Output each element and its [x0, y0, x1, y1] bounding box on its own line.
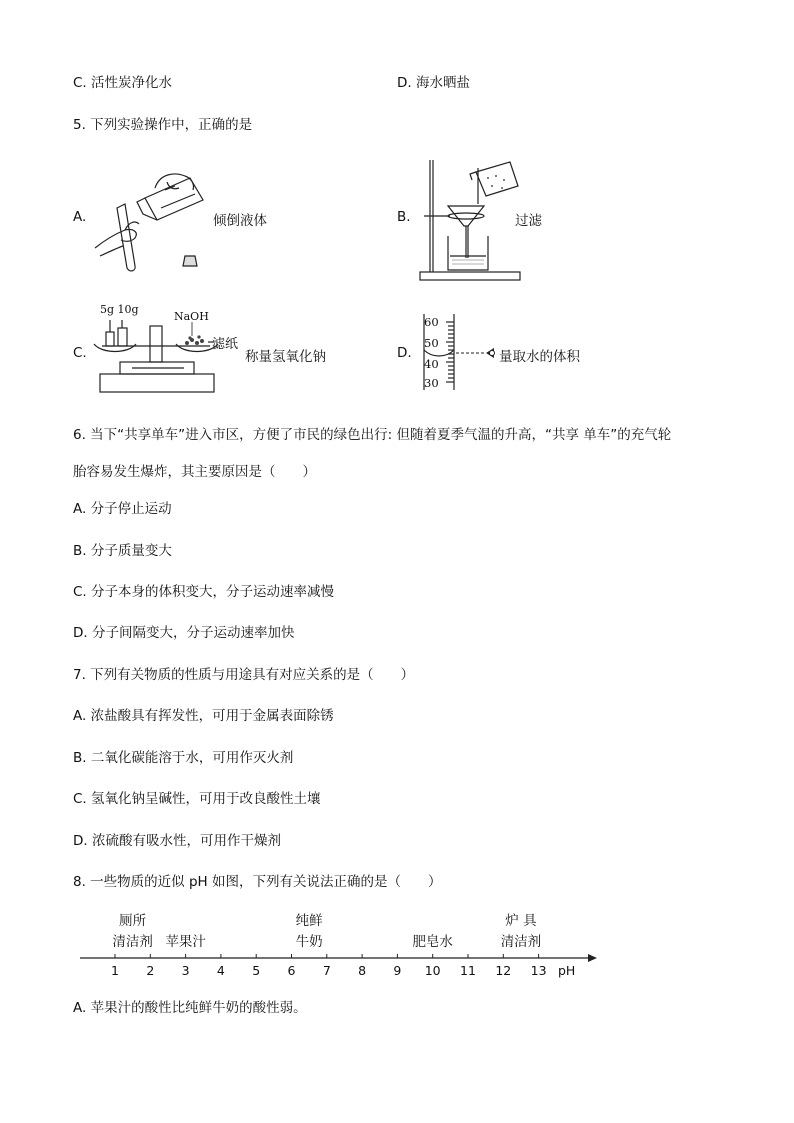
ph-tick-label-8: 8 — [358, 963, 367, 978]
q6-stem-line1: 6. 当下“共享单车”进入市区，方便了市民的绿色出行: 但随着夏季气温的升高，“共享 单车”的充气轮 — [73, 427, 672, 443]
q7-stem: 7. 下列有关物质的性质与用途具有对应关系的是（ ） — [73, 667, 415, 683]
q6-option-d: D. 分子间隔变大，分子运动速率加快 — [73, 625, 295, 641]
cylinder-tick-30: 30 — [424, 376, 439, 390]
ph-tick-label-12: 12 — [495, 963, 512, 978]
cylinder-tick-60: 60 — [424, 315, 439, 329]
ph-substance-label-top-4: 炉 具 — [505, 913, 537, 929]
ph-tick-label-2: 2 — [146, 963, 155, 978]
ph-tick-label-13: 13 — [530, 963, 547, 978]
q7-option-d: D. 浓硫酸有吸水性，可用作干燥剂 — [73, 833, 281, 849]
q5-stem: 5. 下列实验操作中，正确的是 — [73, 117, 253, 133]
q5-b-caption: 过滤 — [515, 213, 542, 229]
q6-stem-line2: 胎容易发生爆炸，其主要原因是（ ） — [73, 464, 316, 480]
ph-substance-label-top-0: 厕所 — [119, 913, 147, 929]
cylinder-tick-50: 50 — [424, 336, 439, 350]
ph-tick-label-1: 1 — [111, 963, 119, 978]
ph-tick-label-10: 10 — [424, 963, 441, 978]
q6-option-a: A. 分子停止运动 — [73, 501, 172, 517]
ph-substance-label-3: 肥皂水 — [412, 934, 453, 950]
q5-c-weights-label: 5g 10g — [100, 303, 139, 316]
ph-substance-label-0: 清洁剂 — [112, 934, 153, 950]
q5-c-caption: 称量氢氧化钠 — [245, 349, 326, 365]
q7-option-a: A. 浓盐酸具有挥发性，可用于金属表面除锈 — [73, 708, 334, 724]
q7-option-b: B. 二氧化碳能溶于水，可用作灭火剂 — [73, 750, 294, 766]
q5-c-naoh-label: NaOH — [174, 310, 209, 323]
q8-stem: 8. 一些物质的近似 pH 如图，下列有关说法正确的是（ ） — [73, 874, 442, 890]
ph-tick-label-7: 7 — [322, 963, 331, 978]
ph-tick-label-5: 5 — [252, 963, 261, 978]
ph-substance-label-top-2: 纯鲜 — [295, 913, 323, 929]
q5-d-letter: D. — [397, 345, 412, 361]
cylinder-tick-40: 40 — [424, 357, 439, 371]
ph-tick-label-4: 4 — [216, 963, 225, 978]
ph-tick-label-11: 11 — [460, 963, 476, 978]
q5-a-caption: 倾倒液体 — [213, 213, 267, 229]
q6-option-b: B. 分子质量变大 — [73, 543, 172, 559]
ph-tick-label-9: 9 — [393, 963, 402, 978]
ph-substance-label-1: 苹果汁 — [165, 934, 206, 950]
ph-unit-label: pH — [558, 963, 576, 978]
q5-a-letter: A. — [73, 209, 87, 225]
q8-option-a: A. 苹果汁的酸性比纯鲜牛奶的酸性弱。 — [73, 1000, 307, 1016]
q5-c-letter: C. — [73, 345, 87, 361]
q5-d-caption: 量取水的体积 — [499, 349, 580, 365]
ph-substance-label-2: 牛奶 — [295, 934, 323, 950]
q7-option-c: C. 氢氧化钠呈碱性，可用于改良酸性土壤 — [73, 791, 321, 807]
ph-tick-label-6: 6 — [287, 963, 296, 978]
q5-c-paper-label: 滤纸 — [212, 337, 239, 352]
q4-option-c: C. 活性炭净化水 — [73, 75, 173, 91]
ph-substance-label-4: 清洁剂 — [500, 934, 542, 950]
q6-option-c: C. 分子本身的体积变大，分子运动速率减慢 — [73, 584, 335, 600]
q4-option-d: D. 海水晒盐 — [397, 75, 470, 91]
ph-tick-label-3: 3 — [181, 963, 190, 978]
q5-b-letter: B. — [397, 209, 411, 225]
